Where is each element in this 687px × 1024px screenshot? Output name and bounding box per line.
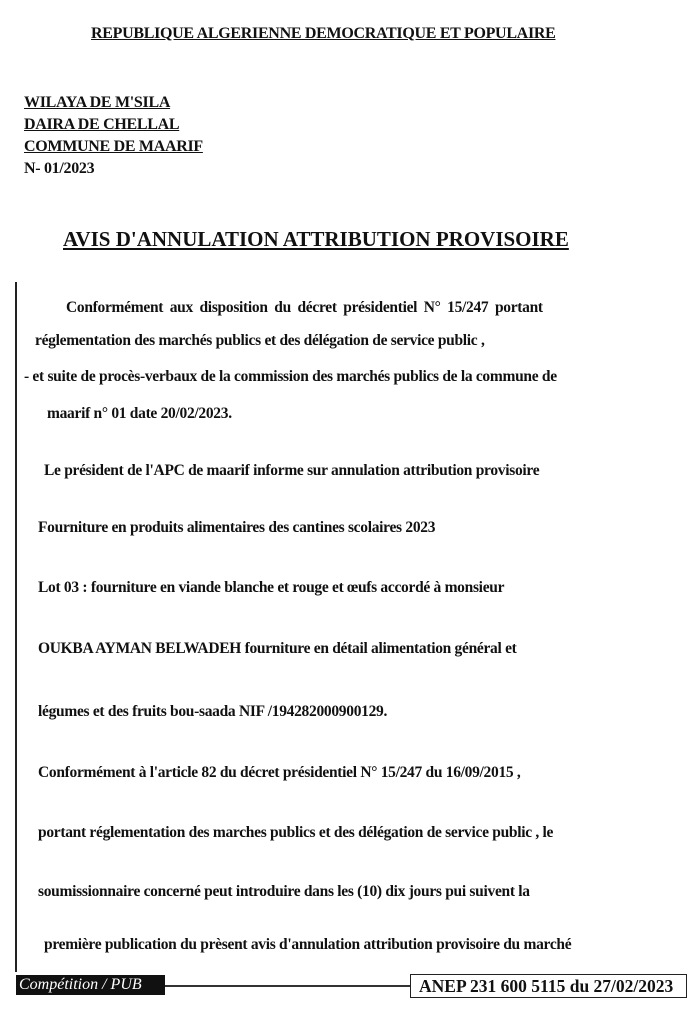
body-line: OUKBA AYMAN BELWADEH fourniture en détail alimentation général et (38, 640, 517, 657)
footer-rule (165, 985, 410, 987)
body-line: Conformément aux disposition du décret présidentiel N° 15/247 portant (66, 299, 543, 316)
commune-label: COMMUNE DE MAARIF (24, 138, 203, 155)
reference-number: N- 01/2023 (24, 160, 95, 177)
left-border (15, 282, 17, 972)
body-line: soumissionnaire concerné peut introduire dans les (10) dix jours pui suivent la (38, 883, 530, 900)
anep-reference: ANEP 231 600 5115 du 27/02/2023 (410, 974, 687, 998)
body-line: maarif n° 01 date 20/02/2023. (47, 405, 232, 422)
body-line: Fourniture en produits alimentaires des cantines scolaires 2023 (38, 519, 436, 536)
republic-heading: REPUBLIQUE ALGERIENNE DEMOCRATIQUE ET POPULAIRE (91, 25, 556, 42)
body-line: Conformément à l'article 82 du décret présidentiel N° 15/247 du 16/09/2015 , (38, 764, 521, 781)
body-line: Lot 03 : fourniture en viande blanche et rouge et œufs accordé à monsieur (38, 579, 505, 596)
notice-title: AVIS D'ANNULATION ATTRIBUTION PROVISOIRE (63, 227, 569, 251)
body-line: portant réglementation des marches publics et des délégation de service public , le (38, 824, 554, 841)
category-text: Compétition / PUB (19, 976, 142, 993)
wilaya-label: WILAYA DE M'SILA (24, 94, 171, 111)
daira-label: DAIRA DE CHELLAL (24, 116, 180, 133)
body-line: réglementation des marchés publics et des délégation de service public , (35, 332, 485, 349)
body-line: légumes et des fruits bou-saada NIF /194282000900129. (38, 703, 388, 720)
body-line: - et suite de procès-verbaux de la commission des marchés publics de la commune de (24, 368, 557, 385)
body-line: première publication du prèsent avis d'annulation attribution provisoire du marché (44, 936, 572, 953)
body-line: Le président de l'APC de maarif informe sur annulation attribution provisoire (44, 462, 540, 479)
category-label (16, 975, 165, 995)
